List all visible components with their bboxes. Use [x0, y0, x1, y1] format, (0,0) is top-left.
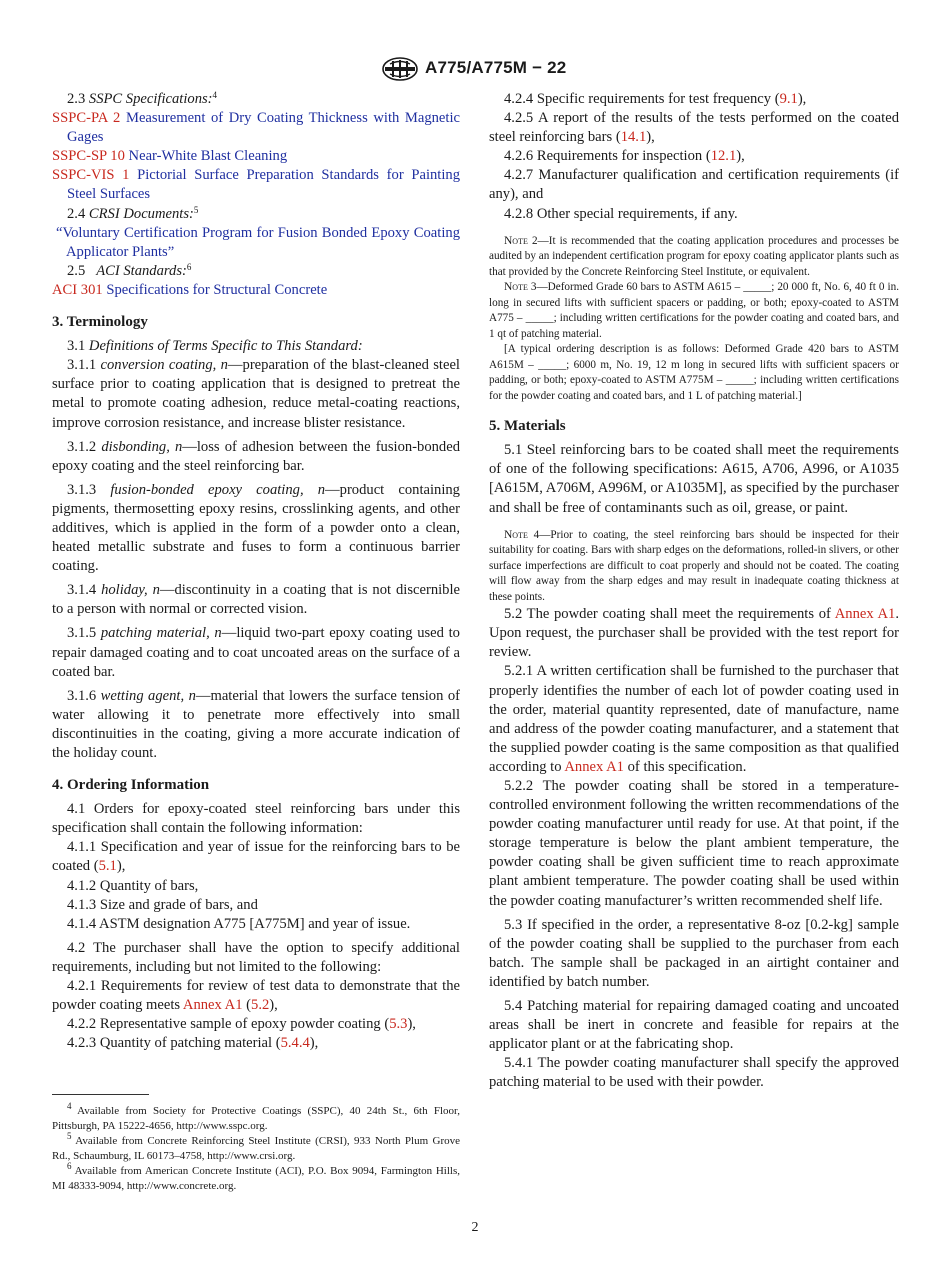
- heading-terminology: 3. Terminology: [52, 314, 148, 331]
- sspc-sp10: [52, 147, 460, 166]
- term-patching-material: 3.1.5 patching material, n—liquid two-part epoxy coating used to repair damaged coating and to coat uncoated areas on the surface of a coated bar.: [52, 625, 460, 680]
- section-2-5: 2.5 ACI Standards:$^6$: [67, 261, 192, 279]
- footnote-6: $^6$ Available from American Concrete Institute (ACI), P.O. Box 9094, Farmington Hills, MI 48333-9094, http://www.concrete.org.: [52, 1161, 460, 1192]
- standard-designation: A775/A775M − 22: [425, 58, 567, 77]
- section-4-1-2: 4.1.2 Quantity of bars,: [67, 877, 199, 894]
- section-5-4: 5.4 Patching material for repairing damaged coating and uncoated areas shall be inert in concrete and feasible for repairs at the applicator plant or at the fabricating shop.: [489, 998, 899, 1053]
- ref-5-1-link[interactable]: 5.1: [98, 858, 117, 875]
- sspc-pa2-title-link[interactable]: Measurement of Dry Coating Thickness with Magnetic Gages: [67, 110, 460, 146]
- section-4-2-2: 4.2.2 Representative sample of epoxy powder coating (5.3),: [67, 1016, 416, 1033]
- ref-5-2-link[interactable]: 5.2: [251, 997, 270, 1014]
- annex-a1-link[interactable]: Annex A1: [564, 758, 624, 775]
- note-3-metric: [A typical ordering description is as follows: Deformed Grade 420 bars to ASTM A615M – _____; 6000 m, No. 19, 12 m long in secured lifts with sufficient spacers or padding, or both; epoxy-coated to ASTM A775M – _____; including written certifications for the powder coating and coated bars, and 1 L of patching material.]: [489, 343, 899, 402]
- section-4-2-3: 4.2.3 Quantity of patching material (5.4.4),: [67, 1035, 319, 1052]
- annex-a1-link[interactable]: Annex A1: [834, 606, 896, 623]
- footnote-4: $^4$ Available from Society for Protective Coatings (SSPC), 40 24th St., 6th Floor, Pittsburgh, PA 15222-4656, http://www.sspc.org.: [52, 1101, 460, 1132]
- section-3-1: 3.1 Definitions of Terms Specific to This Standard:: [67, 338, 363, 355]
- section-5-2-2: 5.2.2 The powder coating shall be stored in a temperature-controlled environment following the written recommendations of the powder coating manufacturer until ready for use. At that point, if the storage temperature is below the plant ambient temperature, the powder coating shall be given sufficient time to reach approximate plant ambient temperature. The powder coating shall be used within the powder coating manufacturer’s written recommended shelf life.: [489, 777, 899, 909]
- section-4-2-5: 4.2.5 A report of the results of the tests performed on the coated steel reinforcing bars (14.1),: [489, 110, 899, 146]
- astm-logo-icon: [381, 57, 419, 81]
- term-conversion-coating: 3.1.1 conversion coating, n—preparation of the blast-cleaned steel surface prior to coating application that is designed to pretreat the metal to promote coating adhesion, reduce metal-coating reactions, improve corrosion resistance, and increase blister resistance.: [52, 357, 460, 431]
- page-header: [0, 57, 950, 83]
- section-2-3: 2.3 SSPC Specifications:$^4$: [67, 90, 218, 107]
- sspc-pa2: [52, 109, 460, 147]
- section-4-2-7: 4.2.7 Manufacturer qualification and certification requirements (if any), and: [489, 167, 899, 203]
- footnote-5: $^5$ Available from Concrete Reinforcing Steel Institute (CRSI), 933 North Plum Grove Rd., Schaumburg, IL 60173–4758, http://www.crsi.org.: [52, 1131, 460, 1162]
- ref-5-4-4-link[interactable]: 5.4.4: [280, 1035, 310, 1052]
- ref-12-1-link[interactable]: 12.1: [710, 148, 737, 165]
- sspc-vis1: [52, 166, 460, 204]
- page-number: 2: [471, 1220, 479, 1235]
- section-4-2: 4.2 The purchaser shall have the option to specify additional requirements, including but not limited to the following:: [52, 939, 460, 975]
- sspc-vis1-link[interactable]: SSPC-VIS 1: [52, 167, 130, 184]
- section-5-4-1: 5.4.1 The powder coating manufacturer shall specify the approved patching material to be used with their powder.: [489, 1055, 899, 1091]
- heading-ordering-information: 4. Ordering Information: [52, 777, 210, 794]
- term-disbonding: 3.1.2 disbonding, n—loss of adhesion between the fusion-bonded epoxy coating and the steel reinforcing bar.: [52, 438, 461, 474]
- section-4-2-4: 4.2.4 Specific requirements for test frequency (9.1),: [504, 91, 807, 107]
- aci-301-link[interactable]: ACI 301: [52, 281, 103, 298]
- sspc-sp10-link[interactable]: SSPC-SP 10: [52, 148, 125, 165]
- section-4-1-3: 4.1.3 Size and grade of bars, and: [67, 896, 258, 913]
- aci-301: [52, 281, 460, 300]
- sspc-sp10-title-link[interactable]: Near-White Blast Cleaning: [128, 148, 288, 165]
- section-4-2-6: 4.2.6 Requirements for inspection (12.1),: [504, 148, 745, 165]
- note-3: Note 3—Deformed Grade 60 bars to ASTM A615 – _____; 20 000 ft, No. 6, 40 ft 0 in. long in secured lifts with sufficient spacers or padding, or both; epoxy-coated to ASTM A775 – _____; including written certifications for the powder coating and coated bars, and 1 qt of patching material.: [489, 281, 899, 340]
- section-5-1: 5.1 Steel reinforcing bars to be coated shall meet the requirements of one of the following specifications: A615, A706, A996, or A1035 [A615M, A706M, A996M, or A1035M], as specified by the purchaser and shall be free of contaminants such as oil, grease, or paint.: [489, 442, 899, 516]
- section-5-2: 5.2 The powder coating shall meet the requirements of Annex A1. Upon request, the purchaser shall be provided with the test report for review.: [489, 606, 900, 661]
- note-4: Note 4—Prior to coating, the steel reinforcing bars should be inspected for their suitability for coating. Bars with sharp edges on the deformations, rolled-in slivers, or other surface imperfections are difficult to coat properly and should not be coated. The coating will flow away from the sharp edges and may result in inadequate coating thickness at these points.: [489, 528, 900, 603]
- section-4-1-1: 4.1.1 Specification and year of issue for the reinforcing bars to be coated (5.1),: [52, 839, 460, 875]
- aci-301-title-link[interactable]: Specifications for Structural Concrete: [106, 281, 328, 298]
- section-4-1: 4.1 Orders for epoxy-coated steel reinforcing bars under this specification shall contain the following information:: [52, 801, 460, 837]
- footnote-divider: [52, 1094, 149, 1095]
- term-wetting-agent: 3.1.6 wetting agent, n—material that lowers the surface tension of water allowing it to penetrate more effectively into small discontinuities in the coating, giving a more accurate indication of the holiday count.: [52, 687, 460, 761]
- term-fusion-bonded-epoxy: 3.1.3 fusion-bonded epoxy coating, n—product containing pigments, thermosetting epoxy resins, crosslinking agents, and other additives, which is applied in the form of a powder onto a clean, heated metallic substrate and fuses to form a continuous barrier coating.: [52, 481, 460, 575]
- section-4-1-4: 4.1.4 ASTM designation A775 [A775M] and year of issue.: [67, 915, 411, 932]
- section-2-4: 2.4 CRSI Documents:$^5$: [67, 204, 199, 222]
- section-5-2-1: 5.2.1 A written certification shall be furnished to the purchaser that properly identifies the number of each lot of powder coating used in the order, material quantity represented, date of manufacture, name and address of the powder coating manufacturer, and a statement that the supplied powder coating is the same composition as that qualified according to Annex A1 of this specification.: [489, 663, 899, 775]
- annex-a1-link[interactable]: Annex A1: [182, 997, 243, 1014]
- sspc-vis1-title-link[interactable]: Pictorial Surface Preparation Standards for Painting Steel Surfaces: [67, 167, 461, 203]
- section-5-3: 5.3 If specified in the order, a representative 8-oz [0.2-kg] sample of the powder coating shall be supplied to the purchaser from each batch. The sample shall be packaged in an airtight container and identified by batch number.: [489, 916, 899, 990]
- footnotes: [52, 1101, 460, 1194]
- ref-14-1-link[interactable]: 14.1: [620, 129, 647, 146]
- left-column: [52, 90, 460, 1053]
- note-2: Note 2—It is recommended that the coating application procedures and processes be audited by an independent certification program for epoxy coating applicator plants such as that provided by the Concrete Reinforcing Steel Institute, or equivalent.: [489, 234, 899, 278]
- ref-9-1-link[interactable]: 9.1: [779, 91, 798, 107]
- right-column: [489, 90, 899, 1092]
- ref-5-3-link[interactable]: 5.3: [389, 1016, 408, 1033]
- term-holiday: 3.1.4 holiday, n—discontinuity in a coating that is not discernible to a person with normal or corrected vision.: [52, 582, 460, 618]
- section-4-2-1: 4.2.1 Requirements for review of test data to demonstrate that the powder coating meets Annex A1 (5.2),: [52, 978, 460, 1014]
- notes-block: [489, 234, 899, 405]
- section-4-2-8: 4.2.8 Other special requirements, if any.: [504, 205, 738, 222]
- heading-materials: 5. Materials: [489, 418, 566, 435]
- crsi-document-link[interactable]: “Voluntary Certification Program for Fusion Bonded Epoxy Coating Applicator Plants”: [56, 224, 460, 260]
- sspc-pa2-link[interactable]: SSPC-PA 2: [52, 110, 121, 127]
